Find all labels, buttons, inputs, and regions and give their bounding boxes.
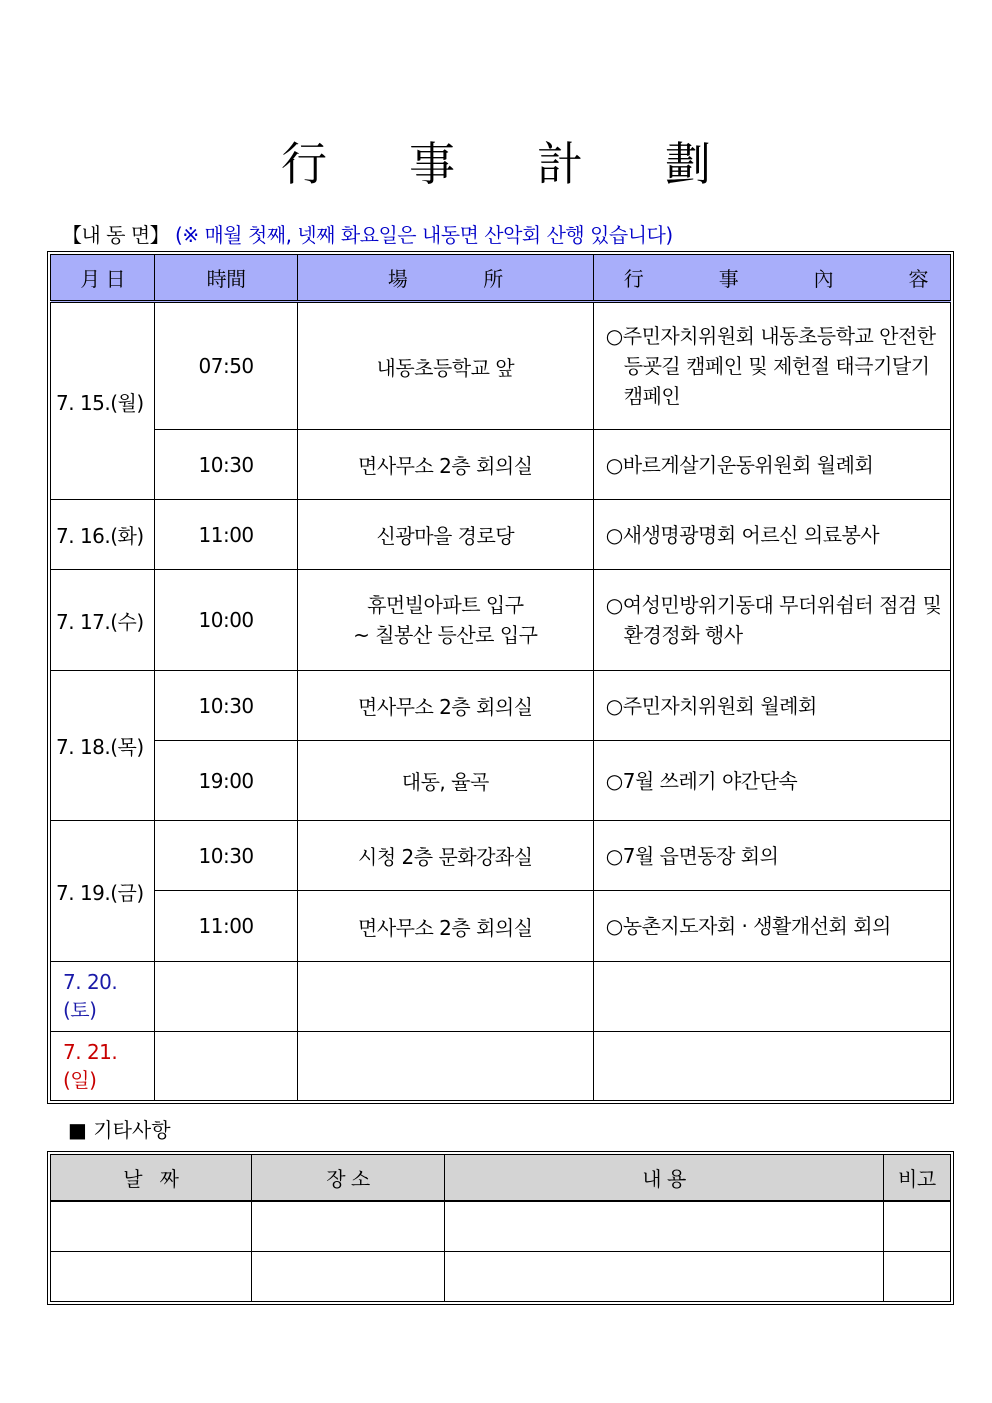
schedule-table-frame [47,251,954,1104]
etc-row [51,1252,951,1302]
etc-header-date: 날 짜 [51,1155,252,1202]
page-title [0,128,992,191]
etc-header-note: 비고 [883,1155,950,1202]
date-cell: 7. 16.(화) [51,500,155,570]
header-date: 月 日 [51,255,155,302]
content-text: ○새생명광명회 어르신 의료봉사 [605,522,880,547]
place-cell [297,1032,593,1101]
header-time: 時間 [155,255,297,302]
time-cell [155,1032,297,1101]
content-text: ○여성민방위기동대 무더위쉼터 점검 및 환경정화 행사 [605,593,942,647]
time-cell [155,962,297,1032]
title-char: 行 [281,137,327,191]
place-cell [297,962,593,1032]
content-cell [593,500,950,570]
content-cell [593,1032,950,1101]
notice-text: (※ 매월 첫째, 넷째 화요일은 내동면 산악회 산행 있습니다) [175,223,673,247]
etc-header-content: 내 용 [445,1155,883,1202]
place-line: 휴먼빌아파트 입구 [367,593,524,617]
place-line: ~ 칠봉산 등산로 입구 [353,623,538,647]
content-text: ○주민자치위원회 내동초등학교 안전한 등굣길 캠페인 및 제헌절 태극기달기 캠페인 [605,324,936,408]
date-cell-saturday: 7. 20.(토) [51,962,155,1032]
header-content-char: 容 [908,267,928,291]
time-cell: 11:00 [155,500,297,570]
etc-cell [51,1252,252,1302]
etc-cell [51,1201,252,1252]
title-char: 事 [409,137,455,191]
content-text: ○주민자치위원회 월례회 [605,693,817,718]
header-place-char: 場 [387,267,408,291]
header-content-char: 內 [813,267,834,291]
header-content-char: 事 [718,267,739,291]
etc-header-row [51,1155,951,1202]
place-cell: 내동초등학교 앞 [297,302,593,430]
header-place [297,255,593,302]
date-cell: 7. 18.(목) [51,671,155,821]
content-cell [593,962,950,1032]
content-cell [593,891,950,962]
table-row [51,1032,951,1101]
table-row [51,671,951,741]
place-cell: 대동, 율곡 [297,741,593,821]
place-cell: 면사무소 2층 회의실 [297,430,593,500]
table-row [51,570,951,671]
content-cell [593,741,950,821]
content-cell [593,821,950,891]
table-row [51,430,951,500]
time-cell: 10:30 [155,671,297,741]
date-cell: 7. 17.(수) [51,570,155,671]
etc-table [50,1154,951,1302]
etc-cell [883,1201,950,1252]
time-cell: 10:30 [155,430,297,500]
etc-cell [445,1252,883,1302]
header-content [593,255,950,302]
time-cell: 11:00 [155,891,297,962]
content-cell [593,302,950,430]
etc-row [51,1201,951,1252]
section-subheading [62,219,673,248]
schedule-table [50,254,951,1101]
date-cell-sunday: 7. 21.(일) [51,1032,155,1101]
content-text: ○7월 쓰레기 야간단속 [605,768,798,793]
place-cell: 면사무소 2층 회의실 [297,671,593,741]
table-row [51,500,951,570]
etc-cell [251,1201,445,1252]
etc-cell [251,1252,445,1302]
etc-heading: ■ 기타사항 [68,1118,171,1142]
title-char: 劃 [665,137,711,191]
place-cell: 신광마을 경로당 [297,500,593,570]
table-row [51,741,951,821]
etc-cell [883,1252,950,1302]
schedule-header-row [51,255,951,302]
place-cell: 시청 2층 문화강좌실 [297,821,593,891]
place-cell: 면사무소 2층 회의실 [297,891,593,962]
time-cell: 19:00 [155,741,297,821]
date-cell: 7. 15.(월) [51,302,155,500]
content-text: ○7월 읍면동장 회의 [605,843,779,868]
table-row [51,821,951,891]
etc-header-place: 장 소 [251,1155,445,1202]
table-row [51,891,951,962]
place-cell [297,570,593,671]
header-place-char: 所 [483,267,503,291]
content-text: ○농촌지도자회 · 생활개선회 회의 [605,914,891,938]
office-label: 【내 동 면】 [62,223,170,247]
content-cell [593,430,950,500]
etc-cell [445,1201,883,1252]
table-row [51,962,951,1032]
content-cell [593,671,950,741]
time-cell: 10:30 [155,821,297,891]
content-cell [593,570,950,671]
etc-table-frame [47,1151,954,1305]
date-cell: 7. 19.(금) [51,821,155,962]
table-row [51,302,951,430]
title-char: 計 [537,137,583,191]
header-content-char: 行 [623,267,644,291]
time-cell: 10:00 [155,570,297,671]
content-text: ○바르게살기운동위원회 월례회 [605,452,874,477]
time-cell: 07:50 [155,302,297,430]
